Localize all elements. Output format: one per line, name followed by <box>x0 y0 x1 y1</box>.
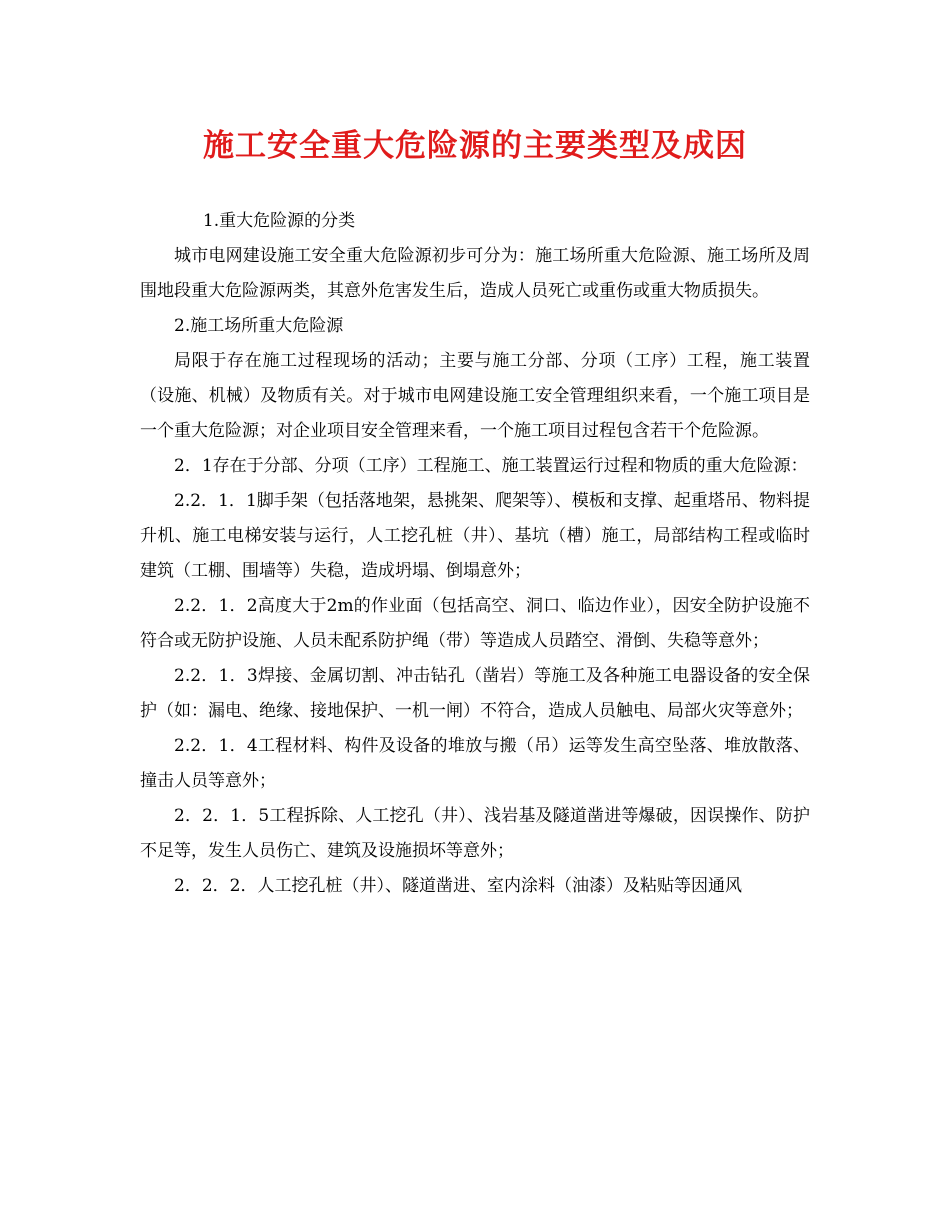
document-title: 施工安全重大危险源的主要类型及成因 <box>203 128 747 164</box>
paragraph: 2.2．1．1脚手架（包括落地架，悬挑架、爬架等）、模板和支撑、起重塔吊、物料提升机、施工电梯安装与运行，人工挖孔桩（井）、基坑（槽）施工，局部结构工程或临时建筑（工棚、围墙等）失稳，造成坍塌、倒塌意外； <box>140 491 810 581</box>
paragraph: 2．2．1．5工程拆除、人工挖孔（井）、浅岩基及隧道凿进等爆破，因误操作、防护不足等，发生人员伤亡、建筑及设施损坏等意外； <box>140 806 810 861</box>
paragraph: 2．1存在于分部、分项（工序）工程施工、施工装置运行过程和物质的重大危险源： <box>174 456 808 476</box>
paragraph: 2.2．1．2高度大于2m的作业面（包括高空、洞口、临边作业），因安全防护设施不符合或无防护设施、人员未配系防护绳（带）等造成人员踏空、滑倒、失稳等意外； <box>140 596 810 651</box>
document-body <box>140 204 810 904</box>
paragraph: 2．2．2．人工挖孔桩（井）、隧道凿进、室内涂料（油漆）及粘贴等因通风 <box>174 876 742 896</box>
section-heading: 2.施工场所重大危险源 <box>174 316 344 336</box>
paragraph: 城市电网建设施工安全重大危险源初步可分为：施工场所重大危险源、施工场所及周围地段重大危险源两类，其意外危害发生后，造成人员死亡或重伤或重大物质损失。 <box>140 246 810 301</box>
section-heading: 1.重大危险源的分类 <box>202 211 356 231</box>
paragraph: 局限于存在施工过程现场的活动；主要与施工分部、分项（工序）工程，施工装置（设施、机械）及物质有关。对于城市电网建设施工安全管理组织来看，一个施工项目是一个重大危险源；对企业项目安全管理来看，一个施工项目过程包含若干个危险源。 <box>140 351 810 441</box>
paragraph: 2.2．1．4工程材料、构件及设备的堆放与搬（吊）运等发生高空坠落、堆放散落、撞击人员等意外； <box>140 736 810 791</box>
paragraph: 2.2．1．3焊接、金属切割、冲击钻孔（凿岩）等施工及各种施工电器设备的安全保护（如：漏电、绝缘、接地保护、一机一闸）不符合，造成人员触电、局部火灾等意外； <box>140 666 810 721</box>
